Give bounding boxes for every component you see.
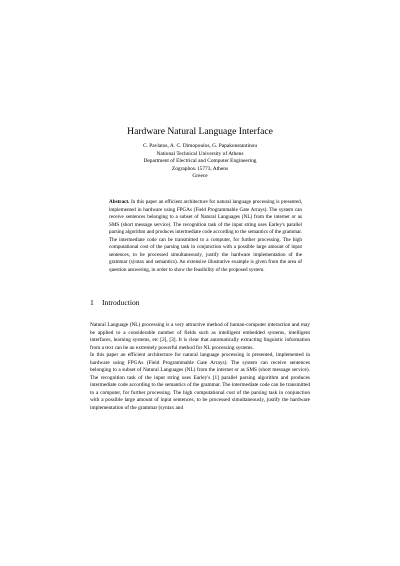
- section-number: 1: [90, 298, 94, 307]
- author-block: [0, 143, 400, 181]
- body-paragraph: Natural Language (NL) processing is a very attractive method of human-computer interaction and may be applied to a considerable number of fields such as intelligent embedded systems, intelligent interfaces, learning systems, etc [2], [3]. It is clear that automatically extracting linguistic information from a text can be an extremely powerful method for NL processing systems.: [90, 322, 310, 351]
- abstract-text: In this paper an efficient architecture for natural language processing is presented, implemented in hardware using FPGAs (Field Programmable Gate Arrays). The system can receive sentences belonging to a subset of Natural Languages (NL) from the internet or as SMS (short message service). The recognition task of the input string uses Earley's parallel parsing algorithm and produces intermediate code according to the semantics of the grammar. The intermediate code can be transmitted to a computer, for further processing. The high computational cost of the parsing task in conjunction with a possible large amount of input sentences, to be processed simultaneously, justify the hardware implementation of the grammar (syntax and semantics). An extensive illustrative example is given from the area of question answering, in order to show the feasibility of the proposed system.: [109, 199, 302, 273]
- section-body: [90, 322, 310, 413]
- affiliation-line: Zographou 15773, Athens: [171, 165, 229, 172]
- section-heading: [90, 298, 140, 308]
- abstract: [109, 199, 302, 274]
- body-paragraph: In this paper an efficient architecture for natural language processing is presented, implemented in hardware using FPGAs (Field Programmable Gate Arrays). The system can receive sentences belonging to a subset of Natural Languages (NL) from the internet or as SMS (short message service). The recognition task of the input string uses Earley's [1] parallel parsing algorithm and produces intermediate code according to the semantics of the grammar. The intermediate code can be transmitted to a computer, for further processing. The high computational cost of the parsing task in conjunction with a possible large amount of input sentences, to be processed simultaneously, justify the hardware implementation of the grammar (syntax and: [90, 352, 310, 412]
- affiliation-line: National Technical University of Athens: [156, 150, 244, 157]
- paper-title: Hardware Natural Language Interface: [127, 126, 273, 137]
- affiliation-line: Department of Electrical and Computer Engineering: [143, 158, 257, 164]
- author-names: C. Pavlatos, A. C. Dimopoulos, G. Papakonstantinou: [142, 143, 258, 149]
- abstract-label: Abstract.: [109, 199, 130, 205]
- affiliation-line: Greece: [192, 173, 208, 179]
- section-title: Introduction: [102, 298, 140, 307]
